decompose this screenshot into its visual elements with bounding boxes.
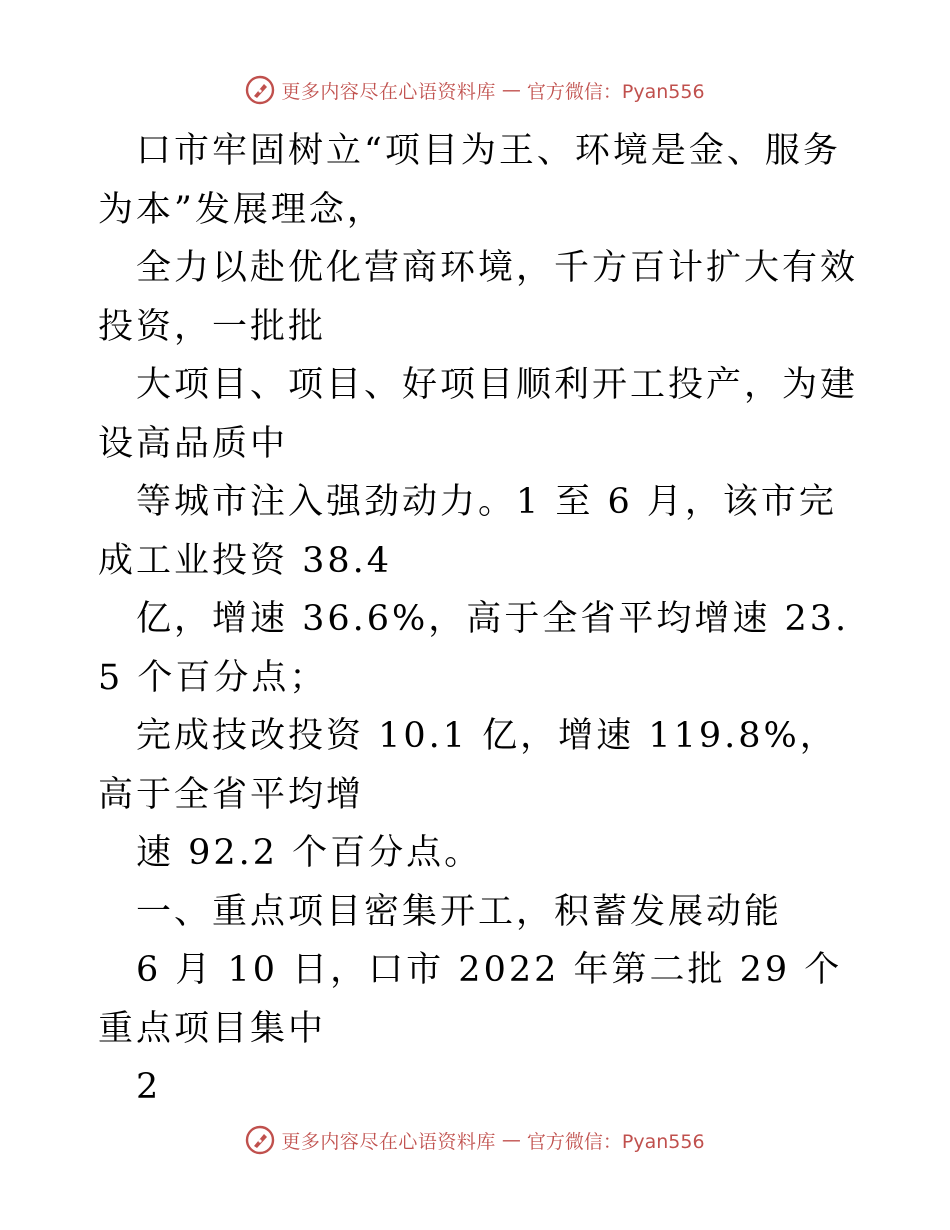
paragraph-2: 全力以赴优化营商环境，千方百计扩大有效投资，一批批 (98, 248, 859, 347)
paragraph-3: 大项目、项目、好项目顺利开工投产，为建设高品质中 (98, 365, 859, 464)
watermark-wechat-text: 官方微信：Pyan556 (526, 1130, 705, 1153)
pen-nib-icon (245, 1125, 275, 1155)
watermark-dash: — (501, 1129, 521, 1151)
section-heading: 一、重点项目密集开工，积蓄发展动能 (136, 891, 783, 932)
paragraph-8: 6 月 10 日，口市 2022 年第二批 29 个重点项目集中 (98, 950, 843, 1049)
paragraph-7: 速 92.2 个百分点。 (136, 833, 483, 873)
pen-nib-icon (245, 75, 275, 105)
header-watermark (0, 70, 950, 110)
paragraph-6: 完成技改投资 10.1 亿，增速 119.8%，高于全省平均增 (98, 716, 838, 815)
paragraph-5: 亿，增速 36.6%，高于全省平均增速 23.5 个百分点； (98, 599, 850, 698)
paragraph-1: 口市牢固树立“项目为王、环境是金、服务为本”发展理念， (98, 131, 841, 230)
watermark-site-text: 更多内容尽在心语资料库 (281, 1130, 496, 1153)
document-body (98, 122, 858, 1117)
paragraph-4: 等城市注入强劲动力。1 至 6 月，该市完成工业投资 38.4 (98, 482, 837, 581)
watermark-wechat-text: 官方微信：Pyan556 (526, 80, 705, 103)
footer-watermark (0, 1120, 950, 1160)
watermark-site-text: 更多内容尽在心语资料库 (281, 80, 496, 103)
page-number: 2 (136, 1067, 162, 1107)
watermark-dash: — (501, 79, 521, 101)
